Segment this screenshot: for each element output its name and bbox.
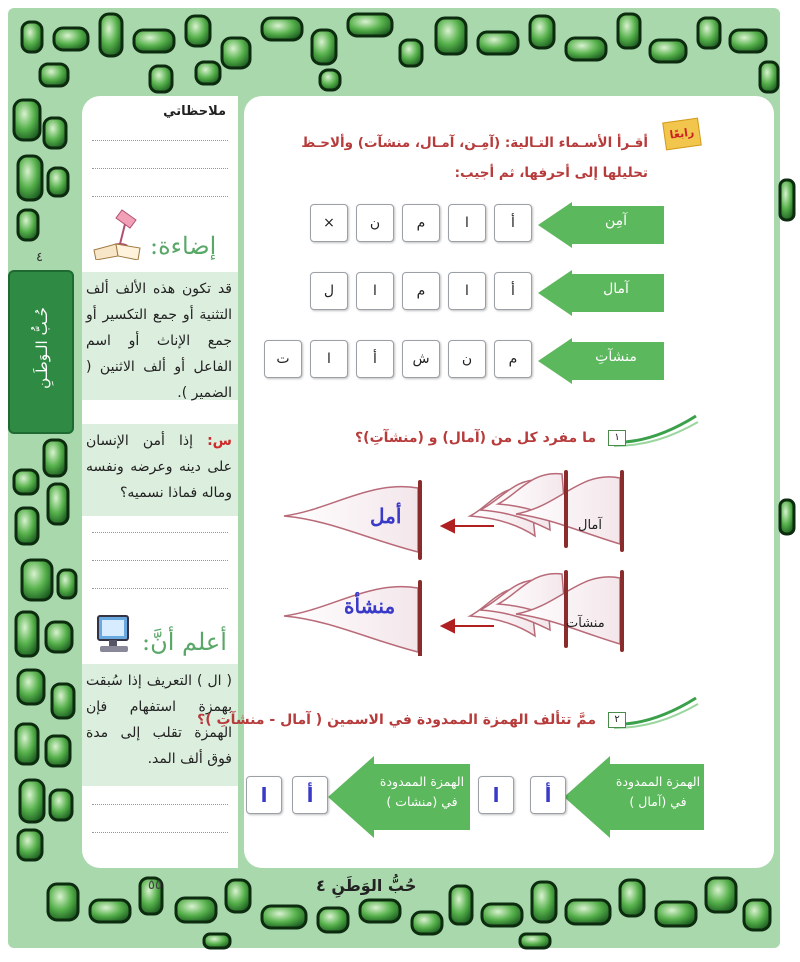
analysis-word: آمِن bbox=[604, 213, 628, 229]
letter-box: ن bbox=[448, 340, 486, 378]
note-line bbox=[92, 532, 228, 533]
side-tab-title: حُـبُّ الـوَطَـنِ bbox=[33, 307, 51, 389]
side-tab-number: ٤ bbox=[36, 250, 43, 265]
letter-box: × bbox=[310, 204, 348, 242]
q2-label-amal: الهمزة الممدودة في (آمال ) bbox=[615, 774, 701, 809]
side-tab bbox=[8, 270, 74, 434]
flag-plural-2: منشآت bbox=[566, 616, 605, 631]
letter-box: ل bbox=[310, 272, 348, 310]
q2-text: ممَّ تتألف الهمزة الممدودة في الاسمين ( آمال - منشآتِ )؟ bbox=[197, 712, 596, 728]
flag-singular-1: أمل bbox=[370, 504, 402, 528]
q1-text: ما مفرد كل من (آمال) و (منشآتِ)؟ bbox=[355, 430, 596, 446]
letter-box: ن bbox=[356, 204, 394, 242]
letter-box: م bbox=[494, 340, 532, 378]
notes-title: ملاحظاتي bbox=[163, 104, 226, 119]
aalam-title: أعلم أنَّ: bbox=[142, 628, 227, 656]
letter-box: ا bbox=[448, 272, 486, 310]
flag-singular-2: منشأة bbox=[344, 594, 396, 618]
q2-box: أ bbox=[530, 776, 566, 814]
q2-box: ا bbox=[246, 776, 282, 814]
note-line bbox=[92, 804, 228, 805]
q2-number: ٢ bbox=[608, 712, 626, 728]
analysis-word: منشآتِ bbox=[595, 349, 637, 365]
q2-box: ا bbox=[478, 776, 514, 814]
question-body: إذا أمن الإنسان على دينه وعرضه ونفسه وماله فماذا نسميه؟ bbox=[86, 433, 232, 501]
note-line bbox=[92, 168, 228, 169]
lamp-book-icon bbox=[92, 206, 144, 260]
letter-box: ا bbox=[448, 204, 486, 242]
ethaa-title: إضاءة: bbox=[150, 232, 217, 260]
note-line bbox=[92, 140, 228, 141]
letter-box: أ bbox=[494, 272, 532, 310]
letter-box: م bbox=[402, 272, 440, 310]
letter-box: أ bbox=[356, 340, 394, 378]
letter-box: ا bbox=[310, 340, 348, 378]
ethaa-body: قد تكون هذه الألف ألف التثنية أو جمع التكسير أو جمع الإناث أو اسم الفاعل أو ألف الاثنين ( الضمير ). bbox=[86, 281, 232, 401]
page-number: ٥٥ bbox=[148, 878, 162, 893]
letter-box: ا bbox=[356, 272, 394, 310]
aalam-body: ( ال ) التعريف إذا سُبقت بهمزة استفهام فإن الهمزة تقلب إلى مدة فوق ألف المد. bbox=[86, 673, 232, 767]
flag-plural-1: آمال bbox=[578, 518, 602, 533]
question-label: س: bbox=[207, 433, 232, 449]
question-box bbox=[86, 428, 232, 506]
letter-box: ش bbox=[402, 340, 440, 378]
activity-instruction: أقـرأ الأسـماء التـالية: (آمِـن، آمـال، منشآت) وألاحـظ تحليلها إلى أحرفها، ثم أجيب: bbox=[301, 135, 648, 181]
q2-box: أ bbox=[292, 776, 328, 814]
letter-box: ت bbox=[264, 340, 302, 378]
note-line bbox=[92, 832, 228, 833]
q1-number: ١ bbox=[608, 430, 626, 446]
analysis-word: آمال bbox=[603, 281, 629, 297]
note-line bbox=[92, 196, 228, 197]
letter-box: م bbox=[402, 204, 440, 242]
letter-box: أ bbox=[494, 204, 532, 242]
computer-icon bbox=[94, 612, 134, 656]
q2-label-munshaat: الهمزة الممدودة في (منشات ) bbox=[379, 774, 465, 809]
note-line bbox=[92, 560, 228, 561]
note-line bbox=[92, 588, 228, 589]
footer-title: حُبُّ الوَطَنِ ٤ bbox=[316, 876, 417, 895]
activity-badge: رابعًا bbox=[662, 118, 702, 151]
